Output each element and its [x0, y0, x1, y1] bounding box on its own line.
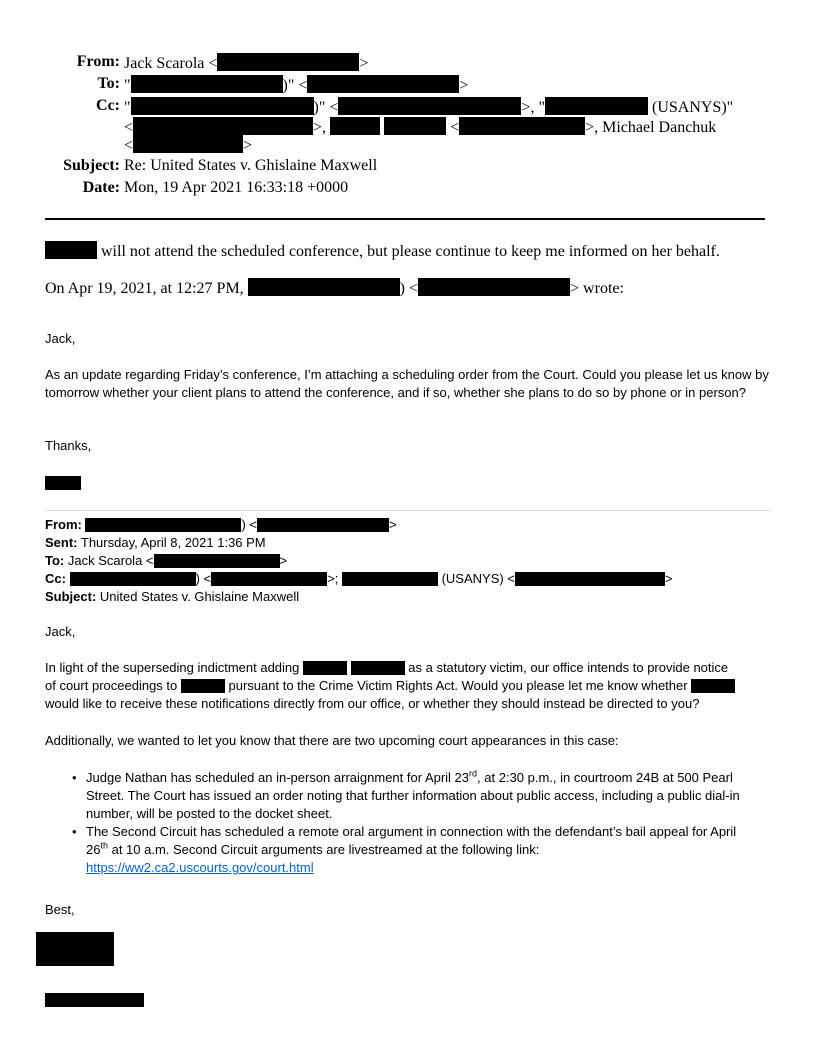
m2-sent-line — [45, 534, 673, 552]
redaction — [131, 97, 314, 115]
redaction — [384, 117, 446, 135]
redaction — [342, 572, 438, 586]
message2-paragraph1: In light of the superseding indictment adding as a statutory victim, our office intends to provide notice of court proceedings to pursuant to the Crime Victim Rights Act. Would you please let me know whether would like to receive these notifications directly from our office, or whether they should instead be directed to you? — [45, 659, 780, 713]
redaction — [154, 554, 280, 568]
date-value: Mon, 19 Apr 2021 16:33:18 +0000 — [124, 179, 349, 196]
cc-usanys: (USANYS)" — [651, 99, 734, 116]
redaction — [351, 661, 405, 675]
m2-from-line: From: ) < > — [45, 517, 397, 532]
m2-sent-value: Thursday, April 8, 2021 1:36 PM — [80, 535, 266, 550]
redaction — [131, 75, 283, 93]
from-value: Jack Scarola < > — [124, 55, 369, 72]
m2-subject-value: United States v. Ghislaine Maxwell — [99, 589, 300, 604]
m2-to-label: To: — [45, 553, 65, 568]
quote-suffix: > wrote: — [570, 280, 624, 297]
m2-to-name: Jack Scarola < — [67, 553, 154, 568]
redaction — [545, 97, 648, 115]
reply-body — [45, 241, 720, 261]
redaction — [248, 278, 400, 296]
redaction — [303, 661, 347, 675]
redaction — [211, 572, 327, 586]
m2-subject-line — [45, 588, 673, 606]
m2-from-label: From: — [45, 517, 82, 532]
redaction — [459, 117, 585, 135]
bullet-icon: • — [72, 770, 77, 785]
m2-cc-line: Cc: ) < >; (USANYS) < > — [45, 571, 673, 586]
redaction — [418, 278, 570, 296]
m2-sent-label: Sent: — [45, 535, 78, 550]
to-label: To: — [97, 75, 120, 92]
redaction — [307, 75, 459, 93]
redaction — [217, 53, 359, 71]
cc-value-line1: " )" < >, " (USANYS)" — [124, 99, 734, 116]
redaction — [338, 97, 521, 115]
cc-value-line3: < > — [124, 137, 253, 154]
redaction — [515, 572, 665, 586]
list-item: • Judge Nathan has scheduled an in-person arraignment for April 23rd, at 2:30 p.m., in courtroom 24B at 500 Pearl Street. The Court has issued an order noting that further information about public access, including a public dial-in number, will be posted to the docket sheet. — [72, 768, 740, 821]
cc-label: Cc: — [96, 97, 120, 114]
header-divider — [45, 218, 765, 220]
signature-redaction — [45, 476, 81, 490]
redaction — [85, 518, 241, 532]
m2-subject-label: Subject: — [45, 589, 97, 604]
m2-to-line: To: Jack Scarola < > — [45, 553, 288, 568]
quote-prefix: On Apr 19, 2021, at 12:27 PM, — [45, 280, 244, 297]
message2-header — [45, 516, 673, 606]
subject-label: Subject: — [63, 157, 120, 174]
message2-closing: Best, — [45, 902, 75, 917]
subject-value: Re: United States v. Ghislaine Maxwell — [124, 157, 378, 174]
redaction — [133, 117, 313, 135]
message-divider — [45, 510, 771, 511]
list-item: • The Second Circuit has scheduled a remote oral argument in connection with the defendant’s bail appeal for April 26th at 10 a.m. Second Circuit arguments are livestreamed at the following link: https://ww2.ca2.uscourts.gov/court.html — [72, 824, 737, 875]
m2-cc-label: Cc: — [45, 571, 66, 586]
signature-redaction — [45, 993, 144, 1007]
redaction — [257, 518, 389, 532]
from-label: From: — [76, 53, 120, 70]
redaction — [691, 679, 735, 693]
message1-body: As an update regarding Friday’s conference, I’m attaching a scheduling order from the Court. Could you please let us know by tomorrow whether your client plans to attend the conference, and if so, whether she plans to do so by phone or in person? — [45, 367, 769, 400]
message2-paragraph2: Additionally, we wanted to let you know that there are two upcoming court appearances in this case: — [45, 733, 619, 748]
message2-greeting: Jack, — [45, 624, 76, 639]
quote-attribution: On Apr 19, 2021, at 12:27 PM, ) < > wrote: — [45, 280, 624, 297]
from-name: Jack Scarola — [124, 55, 205, 72]
to-value: " )" < > — [124, 77, 469, 94]
m2-cc-usanys: (USANYS) < — [441, 571, 515, 586]
court-livestream-link[interactable]: https://ww2.ca2.uscourts.gov/court.html — [86, 860, 314, 875]
bullet-icon: • — [72, 824, 77, 839]
message1-thanks: Thanks, — [45, 438, 92, 453]
reply-text: will not attend the scheduled conference, but please continue to keep me informed on her behalf. — [101, 243, 720, 260]
date-label: Date: — [82, 179, 120, 196]
redaction — [70, 572, 196, 586]
message1-greeting: Jack, — [45, 331, 76, 346]
redaction — [133, 135, 243, 153]
redaction — [330, 117, 380, 135]
redaction — [181, 679, 225, 693]
redaction — [45, 241, 97, 259]
cc-danchuk: >, Michael Danchuk — [585, 119, 717, 136]
cc-value-line2: < >, < >, Michael Danchuk — [124, 119, 717, 136]
appearances-list — [72, 768, 786, 877]
signature-redaction — [36, 932, 114, 966]
